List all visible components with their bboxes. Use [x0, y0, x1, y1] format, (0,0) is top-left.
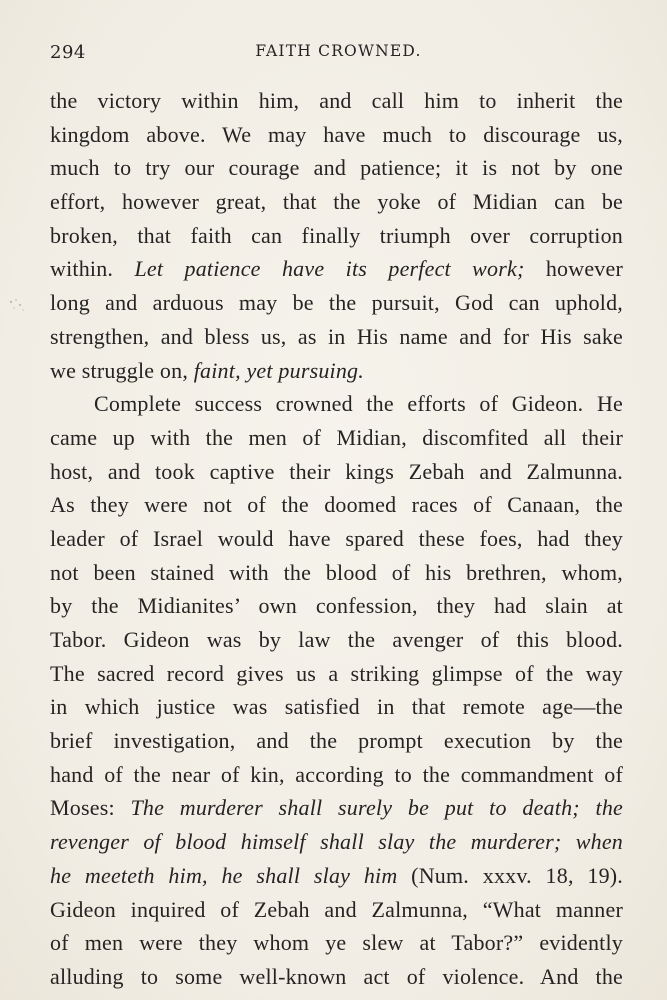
text-line [50, 556, 623, 590]
text-line [50, 387, 623, 421]
text-line [50, 286, 623, 320]
text-segment: in which justice was satisfied in that remote age—the [50, 694, 623, 720]
italic-text: faint, yet pursuing. [193, 357, 364, 383]
italic-text: The murderer shall surely be put to death; the [130, 795, 623, 821]
text-line [50, 455, 623, 489]
text-line [50, 859, 623, 893]
text-line [50, 724, 623, 758]
text-line [50, 185, 623, 219]
text-line [50, 623, 623, 657]
text-line [50, 421, 623, 455]
text-line [50, 252, 623, 286]
text-segment: however [524, 256, 623, 282]
text-line [50, 758, 623, 792]
text-segment: the victory within him, and call him to inherit the [50, 88, 623, 113]
text-line [50, 690, 623, 724]
text-segment: The sacred record gives us a striking glimpse of the way [50, 660, 623, 686]
text-segment: As they were not of the doomed races of Canaan, the [50, 492, 623, 518]
text-segment: hand of the near of kin, according to the commandment of [50, 761, 623, 787]
text-segment: broken, that faith can finally triumph over corruption [50, 222, 623, 248]
text-line [50, 118, 623, 152]
text-segment: of men were they whom ye slew at Tabor?” evidently [50, 930, 623, 956]
text-segment: alluding to some well-known act of violence. And the [50, 963, 623, 989]
text-line [50, 84, 623, 118]
text-segment: long and arduous may be the pursuit, God can uphold, [50, 290, 623, 316]
text-segment: leader of Israel would have spared these foes, had they [50, 525, 623, 551]
text-line [50, 926, 623, 960]
text-segment: came up with the men of Midian, discomfited all their [50, 424, 623, 450]
text-segment: brief investigation, and the prompt execution by the [50, 728, 623, 754]
text-segment: Complete success crowned the efforts of Gideon. He [94, 391, 623, 417]
text-segment: host, and took captive their kings Zebah and Zalmunna. [50, 458, 623, 484]
paper-blemish [6, 296, 28, 314]
text-line [50, 657, 623, 691]
page-header [50, 42, 627, 72]
text-segment: Moses: [50, 795, 131, 821]
text-segment: Gideon inquired of Zebah and Zalmunna, “What manner [50, 896, 623, 922]
text-line [50, 893, 623, 927]
text-line [50, 522, 623, 556]
text-line [50, 488, 623, 522]
italic-text: he meeteth him, he shall slay him [50, 862, 398, 888]
text-segment: much to try our courage and patience; it is not by one [50, 155, 623, 181]
text-segment: kingdom above. We may have much to discourage us, [50, 121, 623, 147]
text-line [50, 791, 623, 825]
italic-text: Let patience have its perfect work; [134, 256, 525, 282]
text-line [50, 825, 623, 859]
text-segment: effort, however great, that the yoke of Midian can be [50, 189, 623, 215]
text-segment: we struggle on, [50, 357, 194, 383]
running-title: FAITH CROWNED. [255, 42, 422, 60]
italic-text: revenger of blood himself shall slay the murderer; when [50, 829, 623, 855]
text-line [50, 320, 623, 354]
text-segment: strengthen, and bless us, as in His name and for His sake [50, 323, 623, 349]
body-text [50, 84, 623, 994]
text-line [50, 354, 623, 388]
text-segment: within. [50, 256, 135, 282]
page-number: 294 [50, 42, 86, 63]
text-line [50, 219, 623, 253]
text-segment: not been stained with the blood of his brethren, whom, [50, 559, 623, 585]
text-line [50, 589, 623, 623]
text-line [50, 960, 623, 994]
text-segment: (Num. xxxv. 18, 19). [397, 862, 623, 888]
text-segment: Tabor. Gideon was by law the avenger of this blood. [50, 627, 623, 652]
text-segment: by the Midianites’ own confession, they had slain at [50, 593, 623, 619]
text-line [50, 151, 623, 185]
